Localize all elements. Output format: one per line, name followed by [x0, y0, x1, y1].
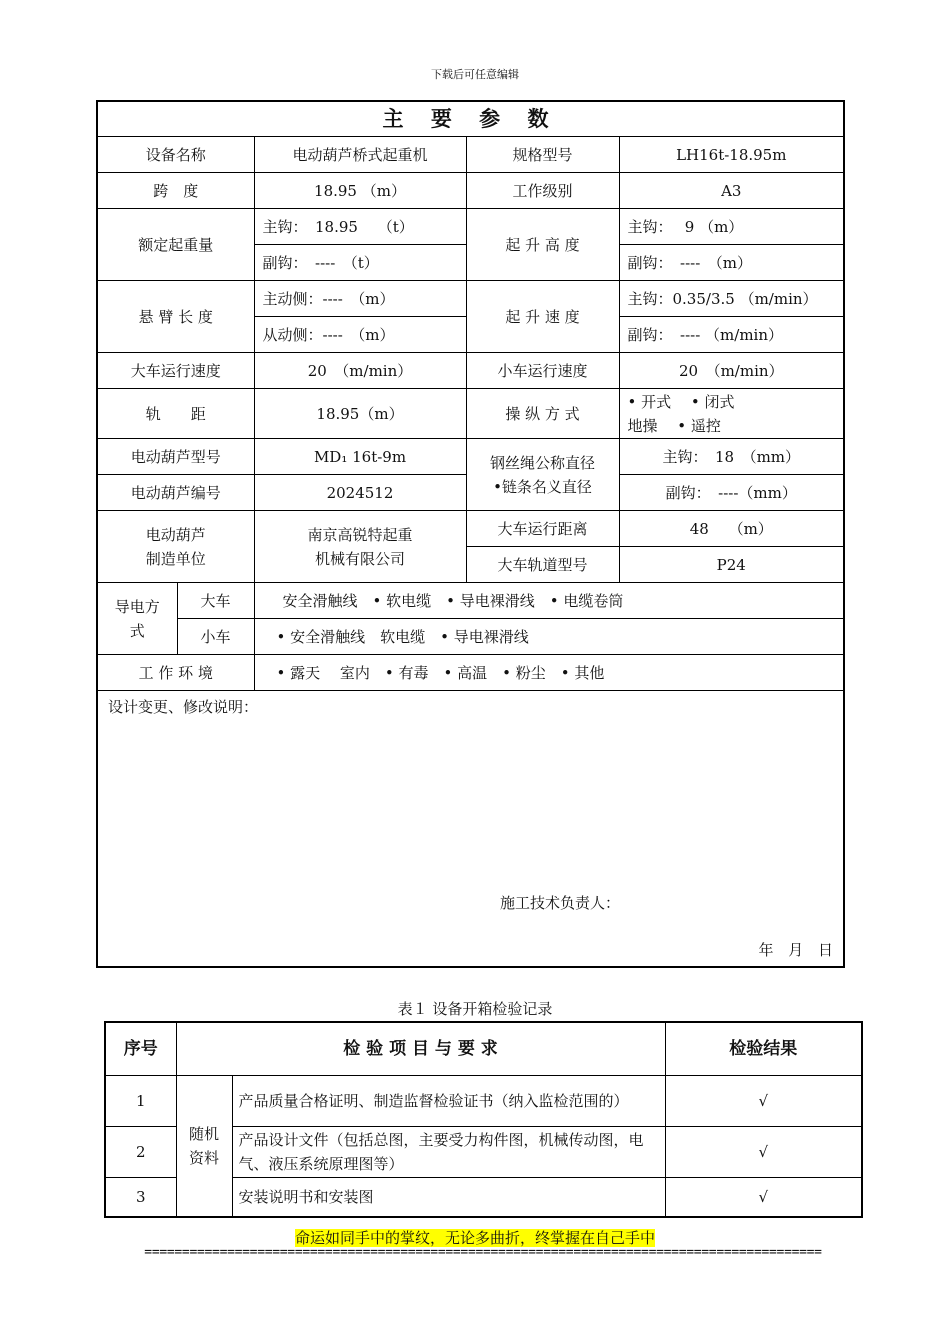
motto-highlight: 命运如同手中的掌纹，无论多曲折，终掌握在自己手中 — [294, 1229, 655, 1247]
rail-type-value: P24 — [619, 547, 844, 583]
group-line2: 资料 — [188, 1149, 219, 1167]
rope-main: 主钩： 18 （mm） — [619, 439, 844, 475]
row-result: √ — [665, 1127, 862, 1178]
footer-motto — [0, 1227, 950, 1248]
model-label: 规格型号 — [466, 137, 619, 173]
rope-label-line1: 钢丝绳公称直径 — [489, 453, 595, 472]
inspection-caption: 表１ 设备开箱检验记录 — [397, 1000, 553, 1018]
travel-distance-label: 大车运行距离 — [466, 511, 619, 547]
col-no-header: 序号 — [105, 1022, 176, 1076]
control-mode-options — [619, 389, 844, 439]
rope-label-line2: •链条名义直径 — [493, 477, 592, 496]
hoist-serial-value: 2024512 — [254, 475, 466, 511]
trolley-power-options: • 安全滑触线 软电缆 • 导电裸滑线 — [254, 619, 844, 655]
jib-driving-side: 主动侧：---- （m） — [254, 281, 466, 317]
span-label: 跨 度 — [97, 173, 254, 209]
row-no: 2 — [105, 1127, 176, 1178]
travel-distance-value: 48 （m） — [619, 511, 844, 547]
table-row — [105, 1076, 862, 1127]
jib-driven-side: 从动侧：---- （m） — [254, 317, 466, 353]
control-options-line1: • 开式 • 闭式 — [627, 392, 735, 411]
row-result: √ — [665, 1178, 862, 1218]
lift-height-aux: 副钩： ---- （m） — [619, 245, 844, 281]
rope-diameter-label — [466, 439, 619, 511]
device-name: 电动葫芦桥式起重机 — [254, 137, 466, 173]
environment-label: 工 作 环 境 — [97, 655, 254, 691]
environment-options: • 露天 室内 • 有毒 • 高温 • 粉尘 • 其他 — [254, 655, 844, 691]
memo-label: 设计变更、修改说明： — [108, 698, 259, 716]
power-supply-label — [97, 583, 177, 655]
maker-line1: 南京高锐特起重 — [307, 525, 413, 544]
control-mode-label: 操 纵 方 式 — [466, 389, 619, 439]
power-label-line1: 导电方 — [114, 597, 160, 616]
lift-speed-label: 起 升 速 度 — [466, 281, 619, 353]
responsible-label: 施工技术负责人： — [500, 894, 621, 912]
trolley-power-label: 小车 — [177, 619, 254, 655]
row-no: 1 — [105, 1076, 176, 1127]
rated-load-label: 额定起重量 — [97, 209, 254, 281]
date-label: 年 月 日 — [758, 941, 834, 959]
gauge-label: 轨 距 — [97, 389, 254, 439]
trolley-speed-value: 20 （m/min） — [619, 353, 844, 389]
crane-power-label: 大车 — [177, 583, 254, 619]
lift-height-main: 主钩： 9 （m） — [619, 209, 844, 245]
power-label-line2: 式 — [129, 621, 145, 640]
design-change-memo — [97, 691, 844, 968]
work-class-label: 工作级别 — [466, 173, 619, 209]
row-result: √ — [665, 1076, 862, 1127]
row-item: 产品质量合格证明、制造监督检验证书（纳入监检范围的） — [232, 1076, 665, 1127]
row-no: 3 — [105, 1178, 176, 1218]
jib-length-label: 悬 臂 长 度 — [97, 281, 254, 353]
hoist-model-value: MD₁ 16t-9m — [254, 439, 466, 475]
maker-label — [97, 511, 254, 583]
crane-speed-value: 20 （m/min） — [254, 353, 466, 389]
col-item-header: 检 验 项 目 与 要 求 — [176, 1022, 665, 1076]
row-item: 产品设计文件（包括总图，主要受力构件图，机械传动图，电气、液压系统原理图等） — [232, 1127, 665, 1178]
trolley-speed-label: 小车运行速度 — [466, 353, 619, 389]
maker-label-line2: 制造单位 — [145, 549, 206, 568]
span-value: 18.95 （m） — [254, 173, 466, 209]
rated-load-aux: 副钩： ---- （t） — [254, 245, 466, 281]
crane-power-options: 安全滑触线 • 软电缆 • 导电裸滑线 • 电缆卷筒 — [254, 583, 844, 619]
rail-type-label: 大车轨道型号 — [466, 547, 619, 583]
device-name-label: 设备名称 — [97, 137, 254, 173]
maker-value — [254, 511, 466, 583]
col-result-header: 检验结果 — [665, 1022, 862, 1076]
footer-rule: ========================================================================================== — [144, 1246, 822, 1260]
lift-height-label: 起 升 高 度 — [466, 209, 619, 281]
work-class-value: A3 — [619, 173, 844, 209]
maker-line2: 机械有限公司 — [314, 549, 405, 568]
rated-load-main: 主钩： 18.95 （t） — [254, 209, 466, 245]
model-value: LH16t-18.95m — [619, 137, 844, 173]
header-note: 下载后可任意编辑 — [431, 68, 519, 81]
hoist-serial-label: 电动葫芦编号 — [97, 475, 254, 511]
inspection-table — [104, 1021, 863, 1218]
group-line1: 随机 — [188, 1125, 219, 1143]
hoist-model-label: 电动葫芦型号 — [97, 439, 254, 475]
maker-label-line1: 电动葫芦 — [145, 525, 206, 544]
lift-speed-aux: 副钩： ---- （m/min） — [619, 317, 844, 353]
main-parameters-table — [96, 100, 845, 968]
lift-speed-main: 主钩：0.35/3.5 （m/min） — [619, 281, 844, 317]
rope-aux: 副钩： ----（mm） — [619, 475, 844, 511]
row-item: 安装说明书和安装图 — [232, 1178, 665, 1218]
group-label — [176, 1076, 232, 1218]
crane-speed-label: 大车运行速度 — [97, 353, 254, 389]
gauge-value: 18.95（m） — [254, 389, 466, 439]
control-options-line2: 地操 • 遥控 — [627, 416, 721, 435]
table-title: 主 要 参 数 — [97, 101, 844, 137]
